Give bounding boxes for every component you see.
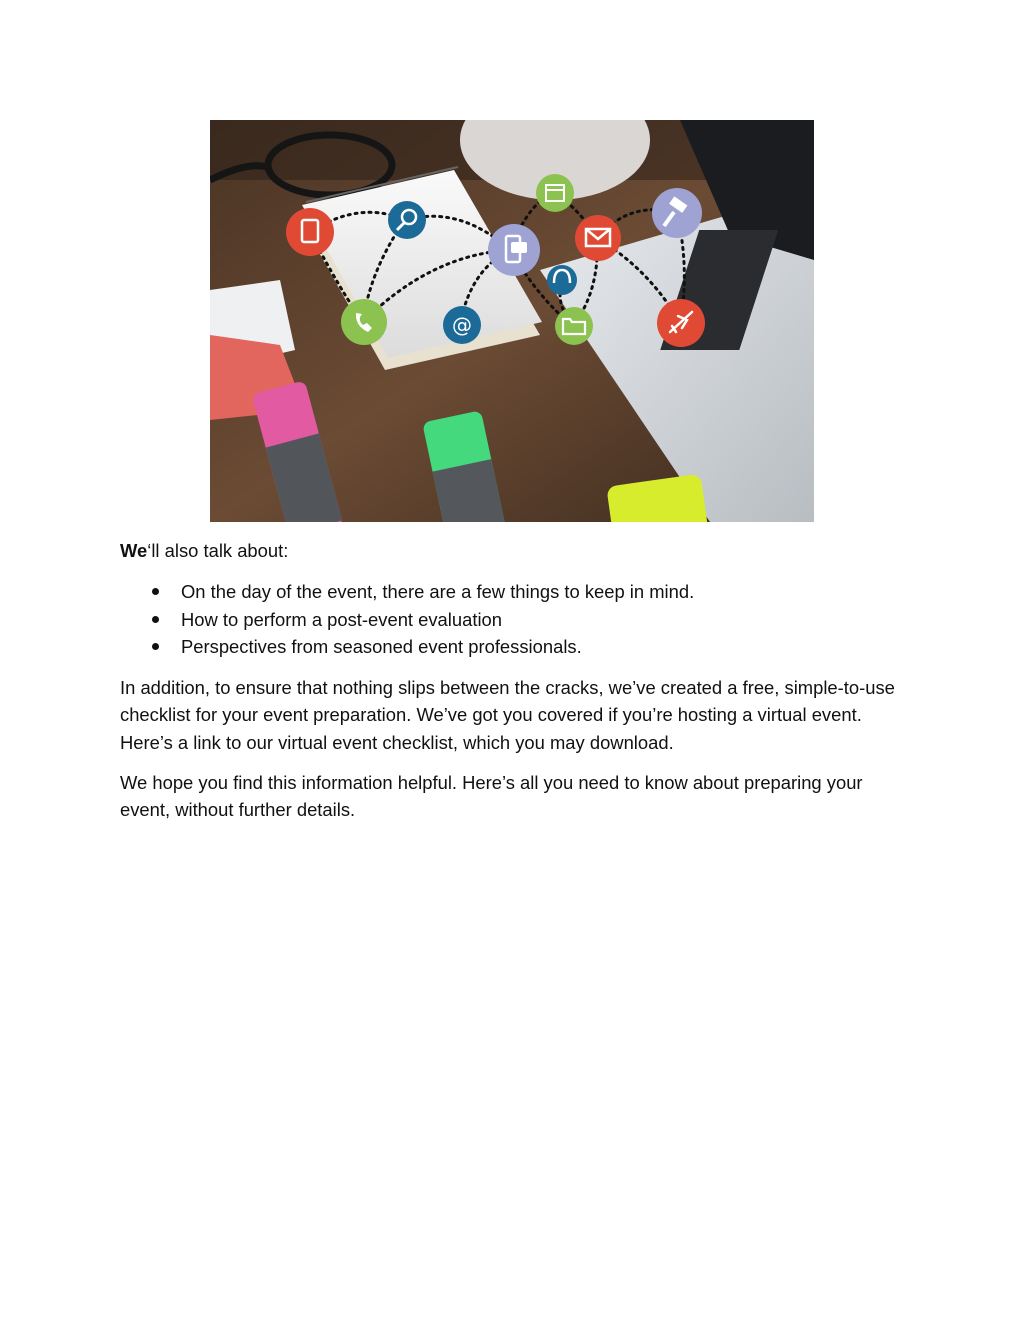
email-icon (575, 215, 621, 261)
svg-text:@: @ (452, 313, 472, 337)
bullet-icon (152, 616, 159, 623)
list-item (120, 578, 910, 606)
checklist-paragraph: In addition, to ensure that nothing slips between the cracks, we’ve created a free, simple-to-use checklist for your event preparation. We’ve got you covered if you’re hosting a virtual event. Here’s a link to our virtual event checklist, which you may download. (120, 677, 895, 753)
list-item (120, 633, 910, 661)
hero-image (210, 120, 814, 522)
list-item-text: Perspectives from seasoned event professionals. (181, 636, 582, 658)
closing-paragraph: We hope you find this information helpful. Here’s all you need to know about preparing your event, without further details. (120, 772, 863, 821)
notebook-icon (286, 208, 334, 256)
folder-icon (555, 307, 593, 345)
headset-icon (547, 265, 577, 295)
bullet-icon (152, 643, 159, 650)
intro-bold: We (120, 540, 148, 561)
intro-line (120, 537, 910, 564)
list-item-text: How to perform a post-event evaluation (181, 608, 502, 630)
search-user-icon (388, 201, 426, 239)
gavel-icon (652, 188, 702, 238)
at-sign-icon (443, 306, 481, 344)
airplane-icon (657, 299, 705, 347)
intro-rest: ‘ll also talk about: (147, 540, 289, 561)
phone-icon (341, 299, 387, 345)
topics-list (120, 578, 910, 661)
list-item (120, 606, 910, 634)
bullet-icon (152, 588, 159, 595)
mobile-chat-icon (488, 224, 540, 276)
list-item-text: On the day of the event, there are a few things to keep in mind. (181, 581, 695, 602)
calendar-icon (536, 174, 574, 212)
